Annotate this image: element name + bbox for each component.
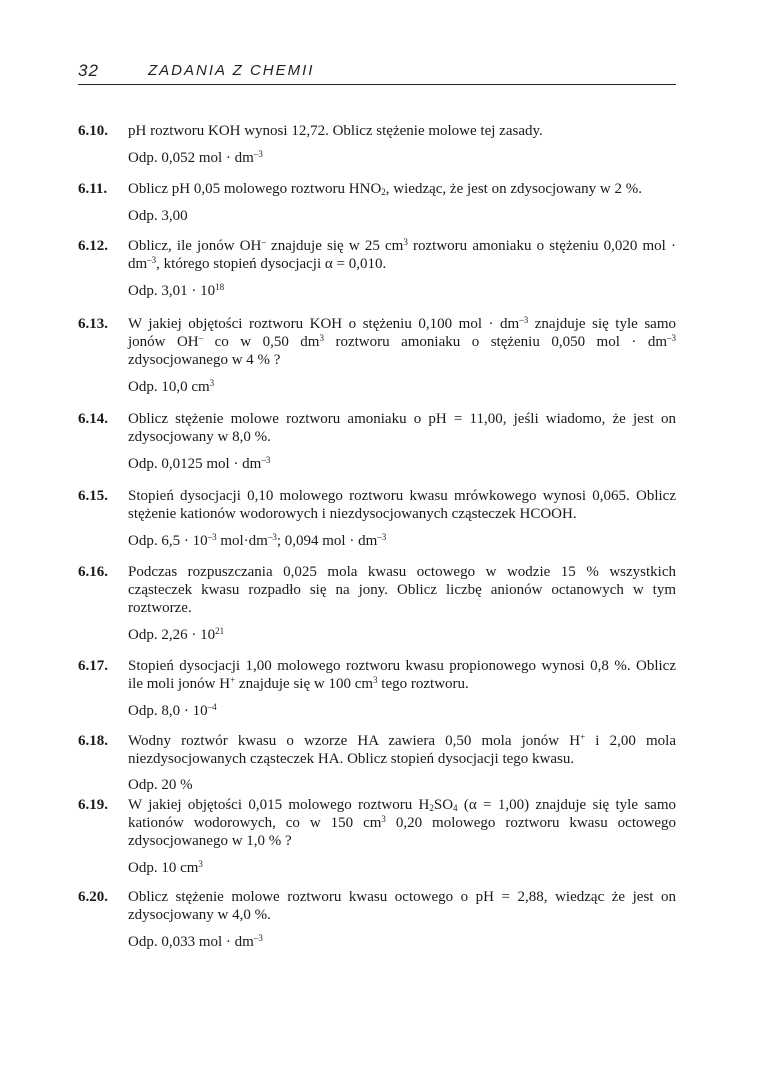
problem-6-10 — [78, 122, 676, 167]
problem-answer: Odp. 0,052 mol · $dm^{-3}$ — [128, 149, 263, 166]
problem-text: Wodny roztwór kwasu o wzorze HA zawiera 0,50 mola jonów H+ i 2,00 mola niezdysocjowanych cząsteczek HA. Oblicz stopień dysocjacji tego kwasu. — [128, 732, 676, 767]
problem-6-19 — [78, 796, 676, 877]
page-header — [78, 58, 676, 85]
problem-number: 6.19. — [78, 797, 108, 813]
problem-number: 6.14. — [78, 411, 108, 427]
problem-text: Oblicz stężenie molowe roztworu kwasu octowego o pH = 2,88, wiedząc że jest on zdysocjowany w 4,0 %. — [128, 889, 676, 923]
problem-6-18 — [78, 732, 676, 794]
problem-number: 6.18. — [78, 733, 108, 749]
problem-number: 6.20. — [78, 889, 108, 905]
problem-6-17 — [78, 657, 676, 720]
problem-number: 6.10. — [78, 123, 108, 139]
problem-6-12 — [78, 237, 676, 300]
problem-text: Oblicz pH 0,05 molowego roztworu $HNO_2$, wiedząc, że jest on zdysocjowany w 2 %. — [128, 181, 642, 197]
problem-text: Podczas rozpuszczania 0,025 mola kwasu octowego w wodzie 15 % wszystkich cząsteczek kwasu rozpadło się na jony. Oblicz liczbę anionów octanowych w tym roztworze. — [128, 564, 676, 616]
problem-text: Oblicz stężenie molowe roztworu amoniaku o pH = 11,00, jeśli wiadomo, że jest on zdysocjowany w 8,0 %. — [128, 411, 676, 445]
problem-answer: Odp. $3,01 \cdot 10^{18}$ — [128, 282, 225, 299]
problem-number: 6.12. — [78, 238, 108, 254]
problem-text: pH roztworu KOH wynosi 12,72. Oblicz stężenie molowe tej zasady. — [128, 123, 543, 139]
problem-answer: Odp. $2,26 \cdot 10^{21}$ — [128, 626, 225, 643]
running-title: ZADANIA Z CHEMII — [148, 62, 315, 79]
problem-answer: Odp. 10 $cm^3$ — [128, 859, 203, 876]
problem-number: 6.13. — [78, 316, 108, 332]
problem-number: 6.16. — [78, 564, 108, 580]
problem-6-20 — [78, 888, 676, 951]
problem-answer: Odp. $8,0 \cdot 10^{-4}$ — [128, 702, 217, 719]
page-number: 32 — [78, 61, 99, 80]
problem-number: 6.15. — [78, 488, 108, 504]
problem-6-15 — [78, 487, 676, 550]
problem-6-13 — [78, 315, 676, 396]
problem-answer: Odp. 10,0 $cm^3$ — [128, 378, 215, 395]
problem-answer: Odp. 20 % — [128, 777, 193, 793]
problem-answer: Odp. 3,00 — [128, 208, 188, 224]
problem-6-14 — [78, 410, 676, 473]
problem-number: 6.17. — [78, 658, 108, 674]
problem-text: Oblicz, ile jonów OH– znajduje się w 25 $cm^3$ roztworu amoniaku o stężeniu 0,020 mol · $dm^{-3}$, którego stopień dysocjacji α = 0,010. — [128, 237, 677, 272]
problem-text: Stopień dysocjacji 1,00 molowego roztworu kwasu propionowego wynosi 0,8 %. Oblicz ile moli jonów H+ znajduje się w 100 $cm^3$ tego roztworu. — [128, 658, 676, 692]
problem-answer: Odp. 0,0125 mol · $dm^{-3}$ — [128, 455, 271, 472]
problem-answer: Odp. $6,5 \cdot 10^{-3}$ $mol\cdot dm^{-3}$; 0,094 mol · $dm^{-3}$ — [128, 532, 387, 549]
problem-answer: Odp. 0,033 mol · $dm^{-3}$ — [128, 933, 263, 950]
problem-text: Stopień dysocjacji 0,10 molowego roztworu kwasu mrówkowego wynosi 0,065. Oblicz stężenie kationów wodorowych i niezdysocjowanych cząsteczek HCOOH. — [128, 488, 676, 522]
problem-text: W jakiej objętości roztworu KOH o stężeniu 0,100 mol · $dm^{-3}$ znajduje się tyle samo jonów OH– co w 0,50 $dm^3$ roztworu amoniaku o stężeniu 0,050 mol · $dm^{-3}$ zdysocjowanego w 4 % ? — [128, 315, 676, 368]
problem-number: 6.11. — [78, 181, 108, 197]
problem-6-16 — [78, 563, 676, 644]
problem-6-11 — [78, 180, 676, 225]
problem-text: W jakiej objętości 0,015 molowego roztworu $H_2SO_4$ (α = 1,00) znajduje się tyle samo kationów wodorowych, co w 150 $cm^3$ 0,20 molowego roztworu kwasu octowego zdysocjowanego w 1,0 % ? — [128, 797, 676, 849]
